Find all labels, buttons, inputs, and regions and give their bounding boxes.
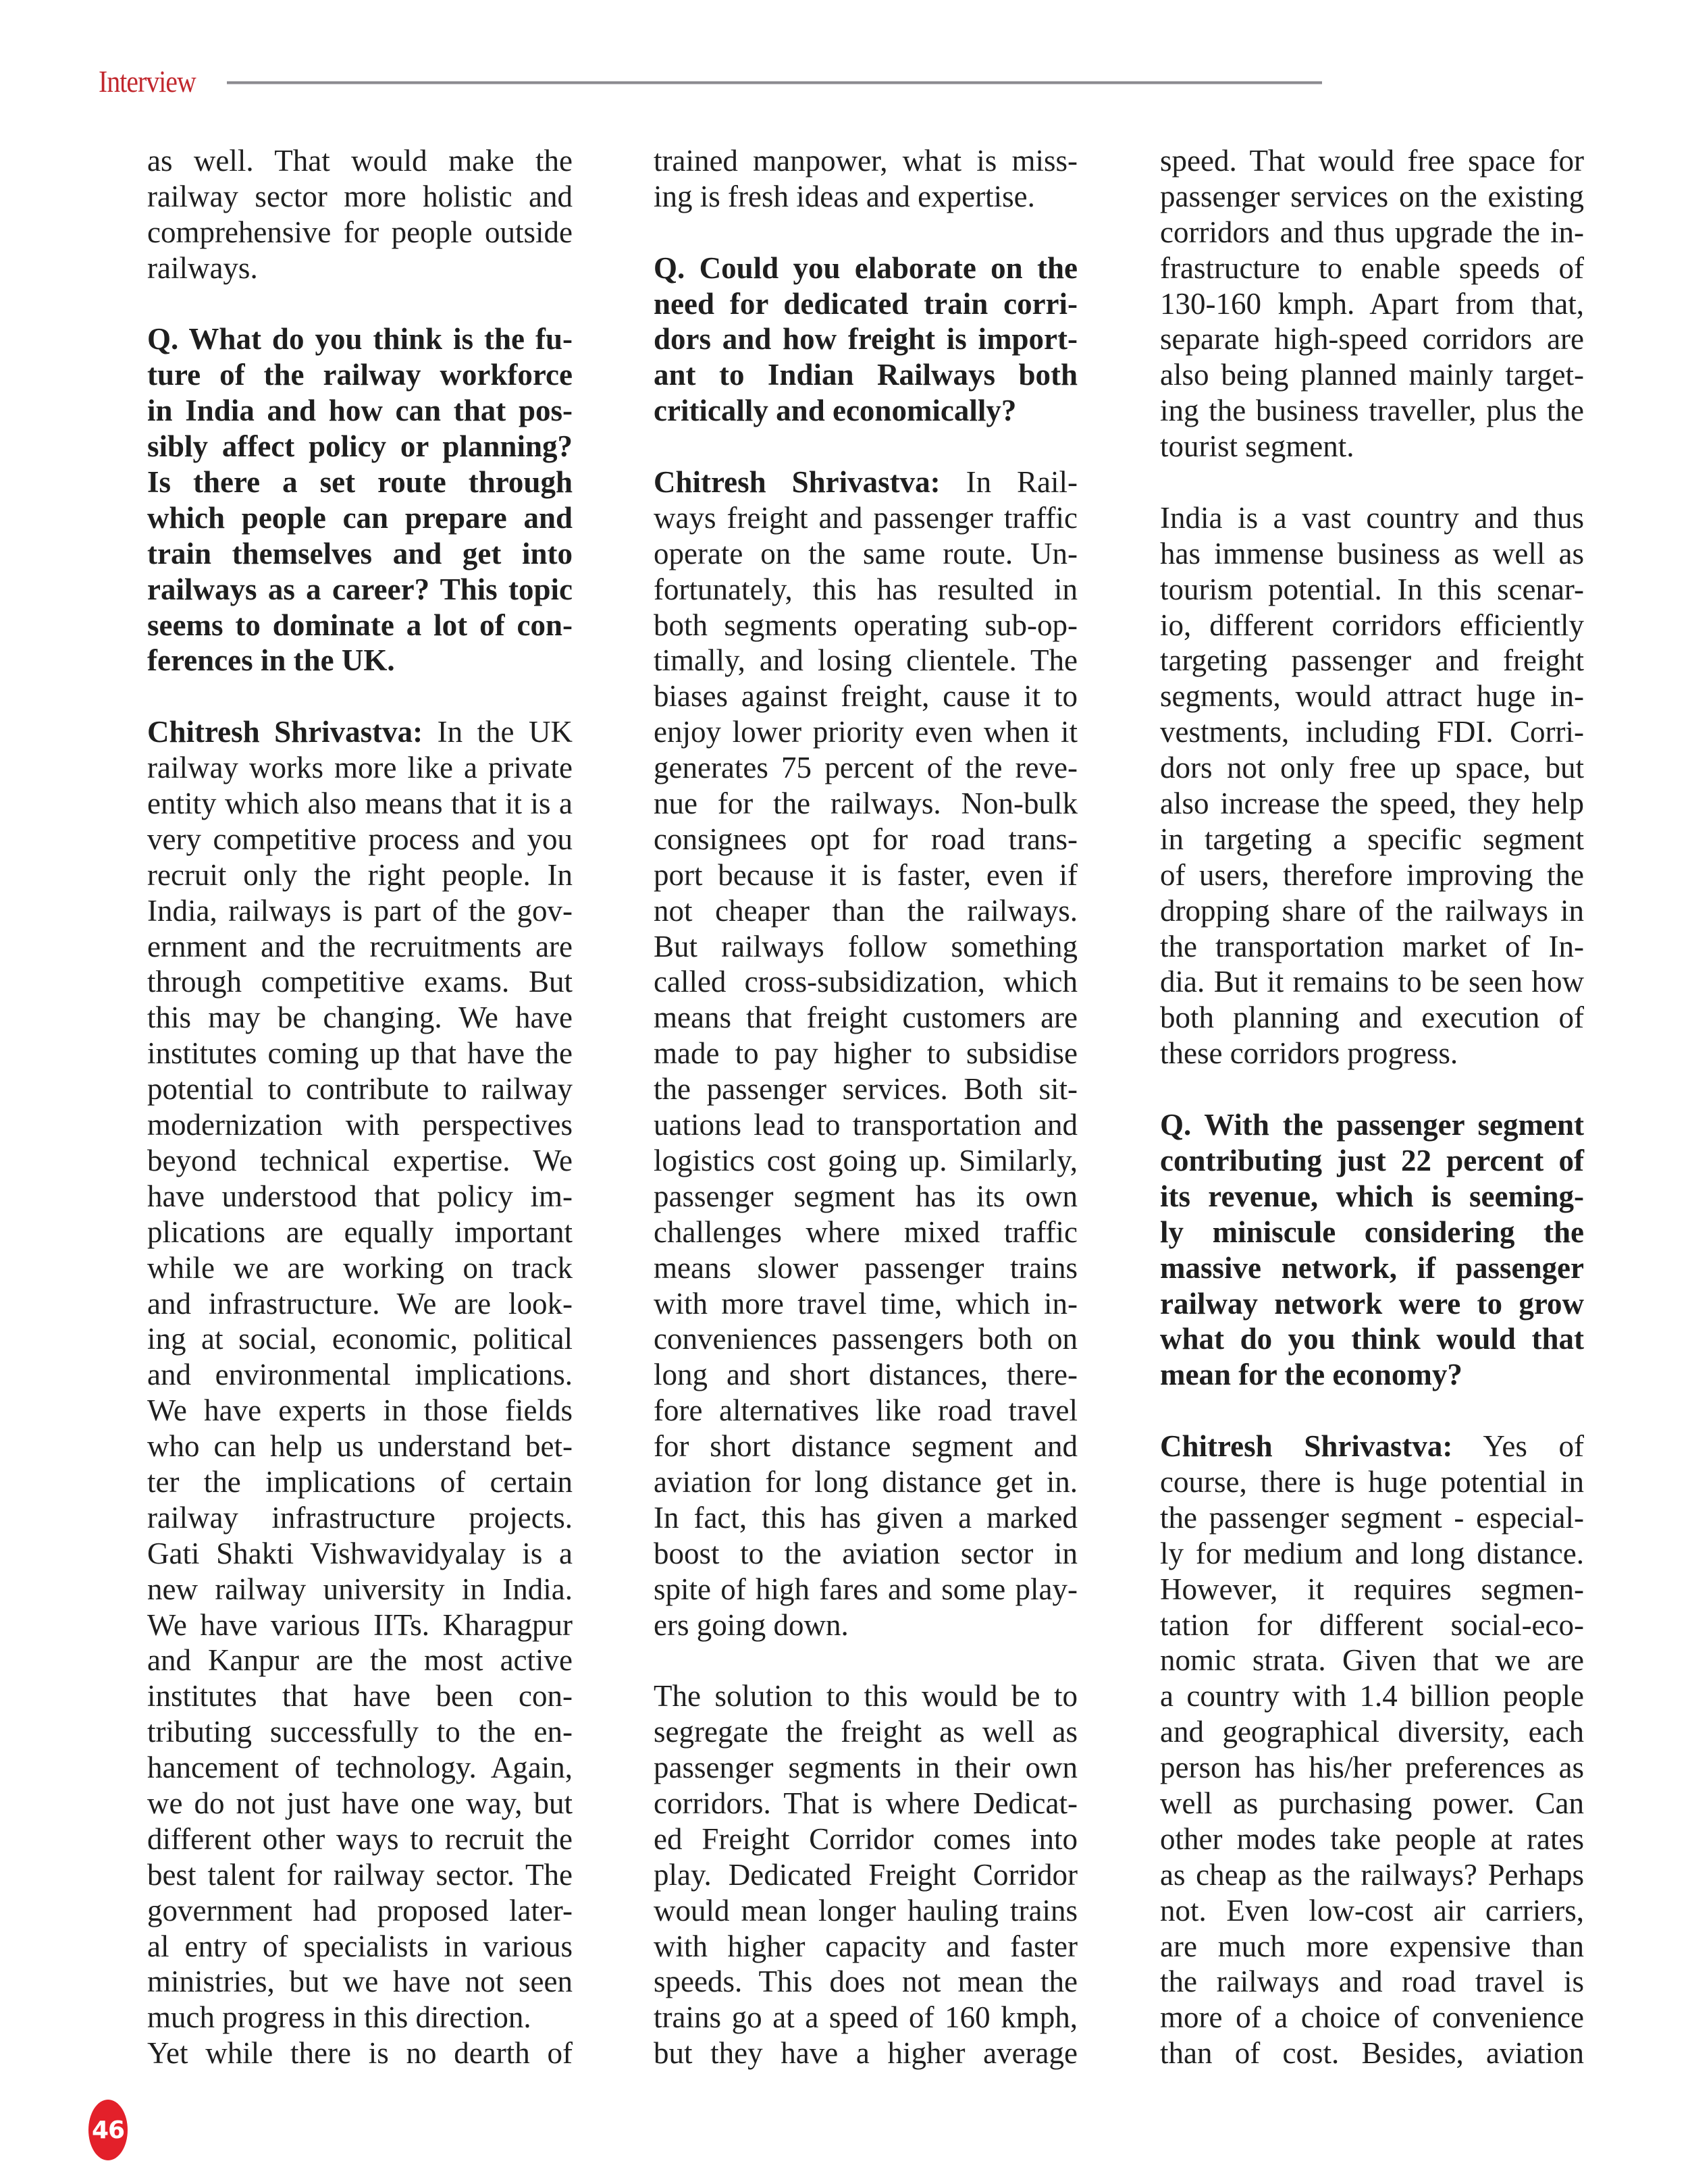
text-line: comprehensive for people outside bbox=[147, 215, 573, 249]
paragraph-gap bbox=[1160, 1071, 1584, 1107]
text-line: both segments operating sub-op- bbox=[654, 608, 1078, 642]
text-line: new railway university in India. bbox=[147, 1572, 573, 1606]
text-line: best talent for railway sector. The bbox=[147, 1857, 573, 1892]
text-line: We have experts in those fields bbox=[147, 1393, 573, 1428]
text-line: plications are equally important bbox=[147, 1215, 573, 1249]
article-column-1 bbox=[147, 143, 573, 2071]
text-line: However, it requires segmen- bbox=[1160, 1572, 1584, 1606]
question-line: seems to dominate a lot of con- bbox=[147, 608, 573, 642]
text-line: and geographical diversity, each bbox=[1160, 1715, 1584, 1749]
text-line: challenges where mixed traffic bbox=[654, 1215, 1078, 1249]
line-text: In Rail- bbox=[940, 465, 1078, 500]
text-line: also increase the speed, they help bbox=[1160, 787, 1584, 821]
page-number-badge bbox=[88, 2100, 128, 2160]
text-line: and Kanpur are the most active bbox=[147, 1643, 573, 1678]
page-number: 46 bbox=[91, 2116, 125, 2144]
text-line: speed. That would free space for bbox=[1160, 144, 1584, 178]
text-line: institutes that have been con- bbox=[147, 1679, 573, 1713]
text-line: not. Even low-cost air carriers, bbox=[1160, 1893, 1584, 1927]
text-line: Yet while there is no dearth of bbox=[147, 2036, 573, 2071]
text-line: than of cost. Besides, aviation bbox=[1160, 2036, 1584, 2071]
text-line: passenger segments in their own bbox=[654, 1751, 1078, 1785]
text-line: ers going down. bbox=[654, 1607, 849, 1642]
text-line: corridors. That is where Dedicat- bbox=[654, 1786, 1078, 1820]
question-line: train themselves and get into bbox=[147, 536, 573, 570]
text-line: ernment and the recruitments are bbox=[147, 929, 573, 963]
text-line: enjoy lower priority even when it bbox=[654, 715, 1078, 749]
text-line: ter the implications of certain bbox=[147, 1464, 573, 1499]
text-line: with more travel time, which in- bbox=[654, 1286, 1078, 1321]
question-line: which people can prepare and bbox=[147, 500, 573, 535]
text-line: made to pay higher to subsidise bbox=[654, 1036, 1078, 1071]
text-line: institutes coming up that have the bbox=[147, 1036, 573, 1071]
paragraph-gap bbox=[654, 1643, 1078, 1678]
question-line: contributing just 22 percent of bbox=[1160, 1143, 1584, 1177]
text-line: more of a choice of convenience bbox=[1160, 2000, 1584, 2035]
text-line: tation for different social-eco- bbox=[1160, 1607, 1584, 1642]
text-line: as cheap as the railways? Perhaps bbox=[1160, 1857, 1584, 1892]
text-line: boost to the aviation sector in bbox=[654, 1536, 1078, 1570]
text-line: ing the business traveller, plus the bbox=[1160, 394, 1584, 428]
text-line: very competitive process and you bbox=[147, 822, 573, 856]
text-line: ways freight and passenger traffic bbox=[654, 500, 1078, 535]
text-line: Gati Shakti Vishwavidyalay is a bbox=[147, 1536, 573, 1570]
text-line: tourist segment. bbox=[1160, 429, 1354, 464]
paragraph-gap bbox=[654, 215, 1078, 250]
text-line: and environmental implications. bbox=[147, 1358, 573, 1392]
text-line: of users, therefore improving the bbox=[1160, 857, 1584, 892]
text-line: segregate the freight as well as bbox=[654, 1715, 1078, 1749]
text-line: uations lead to transportation and bbox=[654, 1108, 1078, 1142]
question-line: its revenue, which is seeming- bbox=[1160, 1179, 1584, 1213]
text-line: for short distance segment and bbox=[654, 1429, 1078, 1464]
text-line: with higher capacity and faster bbox=[654, 1929, 1078, 1963]
text-line: aviation for long distance get in. bbox=[654, 1464, 1078, 1499]
text-line: but they have a higher average bbox=[654, 2036, 1078, 2071]
text-line: the railways and road travel is bbox=[1160, 1965, 1584, 1999]
text-line: fore alternatives like road travel bbox=[654, 1393, 1078, 1428]
text-line: But railways follow something bbox=[654, 929, 1078, 963]
text-line: entity which also means that it is a bbox=[147, 787, 573, 821]
question-line: what do you think would that bbox=[1160, 1322, 1584, 1356]
question-line: critically and economically? bbox=[654, 394, 1017, 428]
text-line: spite of high fares and some play- bbox=[654, 1572, 1078, 1606]
question-line: Q. Could you elaborate on the bbox=[654, 250, 1078, 285]
text-line: railway infrastructure projects. bbox=[147, 1500, 573, 1535]
question-line: ferences in the UK. bbox=[147, 643, 395, 678]
text-line: means that freight customers are bbox=[654, 1001, 1078, 1035]
text-line: are much more expensive than bbox=[1160, 1929, 1584, 1963]
text-line: trained manpower, what is miss- bbox=[654, 144, 1078, 178]
text-line: generates 75 percent of the reve- bbox=[654, 751, 1078, 785]
text-line: called cross-subsidization, which bbox=[654, 965, 1078, 999]
text-line: passenger services on the existing bbox=[1160, 179, 1584, 213]
answer-line bbox=[654, 464, 1078, 500]
question-line: ly miniscule considering the bbox=[1160, 1215, 1584, 1249]
question-line: need for dedicated train corri- bbox=[654, 286, 1078, 321]
text-line: 130-160 kmph. Apart from that, bbox=[1160, 286, 1584, 321]
text-line: tributing successfully to the en- bbox=[147, 1715, 573, 1749]
text-line: both planning and execution of bbox=[1160, 1001, 1584, 1035]
text-line: tourism potential. In this scenar- bbox=[1160, 572, 1584, 606]
question-line: ant to Indian Railways both bbox=[654, 358, 1078, 392]
question-line: railway network were to grow bbox=[1160, 1286, 1584, 1321]
text-line: have understood that policy im- bbox=[147, 1179, 573, 1213]
text-line: ing at social, economic, political bbox=[147, 1322, 573, 1356]
text-line: means slower passenger trains bbox=[654, 1250, 1078, 1285]
text-line: the passenger segment - especial- bbox=[1160, 1500, 1584, 1535]
text-line: not cheaper than the railways. bbox=[654, 893, 1078, 928]
text-line: io, different corridors efficiently bbox=[1160, 608, 1584, 642]
text-line: We have various IITs. Kharagpur bbox=[147, 1607, 573, 1642]
text-line: targeting passenger and freight bbox=[1160, 643, 1584, 678]
text-line: potential to contribute to railway bbox=[147, 1072, 573, 1107]
text-line: In fact, this has given a marked bbox=[654, 1500, 1078, 1535]
question-line: dors and how freight is import- bbox=[654, 322, 1078, 356]
question-line: ture of the railway workforce bbox=[147, 358, 573, 392]
text-line: biases against freight, cause it to bbox=[654, 679, 1078, 714]
question-line: railways as a career? This topic bbox=[147, 572, 573, 606]
text-line: a country with 1.4 billion people bbox=[1160, 1679, 1584, 1713]
answer-line bbox=[147, 714, 573, 750]
article-column-3 bbox=[1160, 143, 1584, 2071]
text-line: nomic strata. Given that we are bbox=[1160, 1643, 1584, 1678]
text-line: fortunately, this has resulted in bbox=[654, 572, 1078, 606]
section-label: Interview bbox=[99, 64, 196, 99]
text-line: the transportation market of In- bbox=[1160, 929, 1584, 963]
question-line: Is there a set route through bbox=[147, 465, 573, 500]
text-line: logistics cost going up. Similarly, bbox=[654, 1143, 1078, 1177]
text-line: ed Freight Corridor comes into bbox=[654, 1821, 1078, 1856]
text-line: long and short distances, there- bbox=[654, 1358, 1078, 1392]
paragraph-gap bbox=[147, 286, 573, 322]
text-line: consignees opt for road trans- bbox=[654, 822, 1078, 856]
text-line: other modes take people at rates bbox=[1160, 1821, 1584, 1856]
text-line: railways. bbox=[147, 250, 258, 285]
text-line: has immense business as well as bbox=[1160, 536, 1584, 570]
text-line: this may be changing. We have bbox=[147, 1001, 573, 1035]
text-line: person has his/her preferences as bbox=[1160, 1751, 1584, 1785]
text-line: vestments, including FDI. Corri- bbox=[1160, 715, 1584, 749]
text-line: segments, would attract huge in- bbox=[1160, 679, 1584, 714]
text-line: course, there is huge potential in bbox=[1160, 1464, 1584, 1499]
text-line: while we are working on track bbox=[147, 1250, 573, 1285]
paragraph-gap bbox=[1160, 1393, 1584, 1429]
text-line: trains go at a speed of 160 kmph, bbox=[654, 2000, 1078, 2035]
speaker-name: Chitresh Shrivastva: bbox=[1160, 1429, 1453, 1464]
text-line: dropping share of the railways in bbox=[1160, 893, 1584, 928]
text-line: recruit only the right people. In bbox=[147, 857, 573, 892]
text-line: railway works more like a private bbox=[147, 751, 573, 785]
text-line: in targeting a specific segment bbox=[1160, 822, 1584, 856]
running-head bbox=[99, 57, 211, 97]
paragraph-gap bbox=[147, 678, 573, 714]
question-line: massive network, if passenger bbox=[1160, 1250, 1584, 1285]
text-line: beyond technical expertise. We bbox=[147, 1143, 573, 1177]
text-line: port because it is faster, even if bbox=[654, 857, 1078, 892]
answer-line bbox=[1160, 1429, 1584, 1464]
text-line: The solution to this would be to bbox=[654, 1679, 1078, 1713]
text-line: railway sector more holistic and bbox=[147, 179, 573, 213]
text-line: speeds. This does not mean the bbox=[654, 1965, 1078, 1999]
paragraph-gap bbox=[654, 429, 1078, 464]
text-line: operate on the same route. Un- bbox=[654, 536, 1078, 570]
header-rule bbox=[227, 81, 1322, 84]
text-line: nue for the railways. Non-bulk bbox=[654, 787, 1078, 821]
text-line: different other ways to recruit the bbox=[147, 1821, 573, 1856]
text-line: India is a vast country and thus bbox=[1160, 500, 1584, 535]
line-text: In the UK bbox=[423, 715, 573, 749]
text-line: corridors and thus upgrade the in- bbox=[1160, 215, 1584, 249]
question-line: in India and how can that pos- bbox=[147, 394, 573, 428]
text-line: as well. That would make the bbox=[147, 144, 573, 178]
text-line: India, railways is part of the gov- bbox=[147, 893, 573, 928]
text-line: and infrastructure. We are look- bbox=[147, 1286, 573, 1321]
line-text: Yes of bbox=[1452, 1429, 1585, 1464]
text-line: the passenger services. Both sit- bbox=[654, 1072, 1078, 1107]
text-line: al entry of specialists in various bbox=[147, 1929, 573, 1963]
text-line: hancement of technology. Again, bbox=[147, 1751, 573, 1785]
text-line: modernization with perspectives bbox=[147, 1108, 573, 1142]
text-line: these corridors progress. bbox=[1160, 1036, 1458, 1071]
question-line: sibly affect policy or planning? bbox=[147, 429, 573, 464]
question-line: Q. With the passenger segment bbox=[1160, 1108, 1584, 1142]
text-line: conveniences passengers both on bbox=[654, 1322, 1078, 1356]
text-line: much progress in this direction. bbox=[147, 2000, 531, 2035]
text-line: ministries, but we have not seen bbox=[147, 1965, 573, 1999]
text-line: separate high-speed corridors are bbox=[1160, 322, 1584, 356]
text-line: would mean longer hauling trains bbox=[654, 1893, 1078, 1927]
text-line: ing is fresh ideas and expertise. bbox=[654, 179, 1035, 213]
paragraph-gap bbox=[1160, 464, 1584, 500]
text-line: also being planned mainly target- bbox=[1160, 358, 1584, 392]
text-line: who can help us understand bet- bbox=[147, 1429, 573, 1464]
text-line: well as purchasing power. Can bbox=[1160, 1786, 1584, 1820]
text-line: dors not only free up space, but bbox=[1160, 751, 1584, 785]
article-column-2 bbox=[654, 143, 1078, 2071]
question-line: mean for the economy? bbox=[1160, 1358, 1462, 1392]
text-line: through competitive exams. But bbox=[147, 965, 573, 999]
text-line: play. Dedicated Freight Corridor bbox=[654, 1857, 1078, 1892]
question-line: Q. What do you think is the fu- bbox=[147, 322, 573, 356]
speaker-name: Chitresh Shrivastva: bbox=[147, 715, 423, 749]
text-line: timally, and losing clientele. The bbox=[654, 643, 1078, 678]
speaker-name: Chitresh Shrivastva: bbox=[654, 465, 941, 500]
text-line: we do not just have one way, but bbox=[147, 1786, 573, 1820]
text-line: ly for medium and long distance. bbox=[1160, 1536, 1584, 1570]
text-line: frastructure to enable speeds of bbox=[1160, 250, 1584, 285]
text-line: dia. But it remains to be seen how bbox=[1160, 965, 1584, 999]
text-line: government had proposed later- bbox=[147, 1893, 573, 1927]
text-line: passenger segment has its own bbox=[654, 1179, 1078, 1213]
